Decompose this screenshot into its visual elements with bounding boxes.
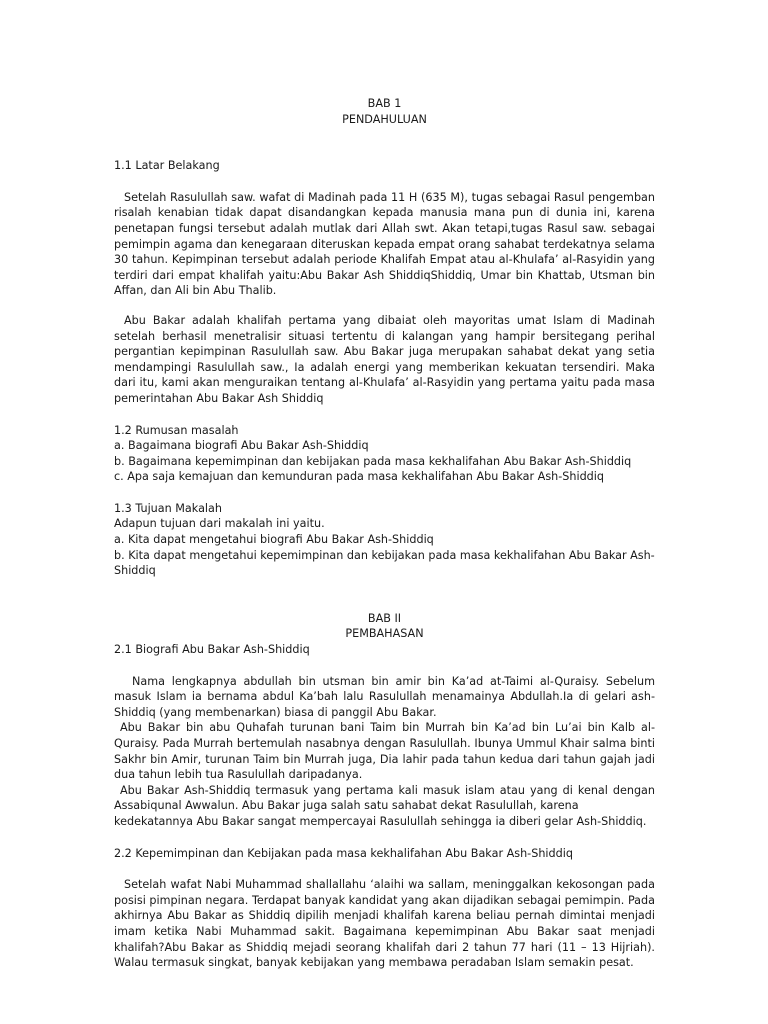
list-item: b. Bagaimana kepemimpinan dan kebijakan pada masa kekhalifahan Abu Bakar Ash-Shiddiq bbox=[114, 454, 632, 468]
section-2-1-heading: 2.1 Biografi Abu Bakar Ash-Shiddiq bbox=[114, 643, 310, 657]
list-item: a. Kita dapat mengetahui biografi Abu Bakar Ash-Shiddiq bbox=[114, 533, 434, 547]
section-1-1-paragraph-2: Abu Bakar adalah khalifah pertama yang dibaiat oleh mayoritas umat Islam di Madinah setelah berhasil menetralisir situasi tertentu di kalangan yang hampir bersitegang perihal pergantian kepimpinan Rasulullah saw. Abu Bakar juga merupakan sahabat dekat yang setia mendampingi Rasulullah saw., Ia adalah energi yang memberikan kekuatan tersendiri. Maka dari itu, kami akan menguraikan tentang al-Khulafa’ al-Rasyidin yang pertama yaitu pada masa pemerintahan Abu Bakar Ash Shiddiq bbox=[114, 313, 655, 405]
list-item: b. Kita dapat mengetahui kepemimpinan dan kebijakan pada masa kekhalifahan Abu Bakar Ash-Shiddiq bbox=[114, 548, 655, 578]
document-body bbox=[114, 96, 655, 971]
section-2-1-paragraph-1: Nama lengkapnya abdullah bin utsman bin amir bin Ka’ad at-Taimi al-Quraisy. Sebelum masuk Islam ia bernama abdul Ka’bah lalu Rasulullah menamainya Abdullah.Ia di gelari ash-Shiddiq (yang membenarkan) biasa di panggil Abu Bakar. bbox=[114, 674, 655, 719]
section-2-2-paragraph-1: Setelah wafat Nabi Muhammad shallallahu ‘alaihi wa sallam, meninggalkan kekosongan pada posisi pimpinan negara. Terdapat banyak kandidat yang akan dijadikan sebagai pemimpin. Pada akhirnya Abu Bakar as Shiddiq dipilih menjadi khalifah karena beliau pernah dimintai menjadi imam ketika Nabi Muhammad sakit. Bagaimana kepemimpinan Abu Bakar saat menjadi khalifah?Abu Bakar as Shiddiq mejadi seorang khalifah dari 2 tahun 77 hari (11 – 13 Hijriah). Walau termasuk singkat, banyak kebijakan yang membawa peradaban Islam semakin pesat. bbox=[114, 878, 655, 970]
section-2-1-paragraph-3-continued: kedekatannya Abu Bakar sangat mempercayai Rasulullah sehingga ia diberi gelar Ash-Shiddiq. bbox=[114, 814, 647, 828]
section-1-1-heading: 1.1 Latar Belakang bbox=[114, 159, 220, 173]
section-1-1-paragraph-1: Setelah Rasulullah saw. wafat di Madinah pada 11 H (635 M), tugas sebagai Rasul pengemban risalah kenabian tidak dapat disandangkan kepada manusia mana pun di dunia ini, karena penetapan fungsi tersebut adalah mutlak dari Allah swt. Akan tetapi,tugas Rasul saw. sebagai pemimpin agama dan kenegaraan diteruskan kepada empat orang sahabat terdekatnya selama 30 tahun. Kepimpinan tersebut adalah periode Khalifah Empat atau al-Khulafa’ al-Rasyidin yang terdiri dari empat khalifah yaitu:Abu Bakar Ash ShiddiqShiddiq, Umar bin Khattab, Utsman bin Affan, dan Ali bin Abu Thalib. bbox=[114, 190, 655, 298]
section-1-3-heading: 1.3 Tujuan Makalah bbox=[114, 501, 222, 515]
section-1-2-heading: 1.2 Rumusan masalah bbox=[114, 423, 239, 437]
bab1-subtitle: PENDAHULUAN bbox=[342, 112, 427, 126]
section-2-2-heading: 2.2 Kepemimpinan dan Kebijakan pada masa kekhalifahan Abu Bakar Ash-Shiddiq bbox=[114, 846, 573, 860]
bab2-title: BAB II bbox=[367, 611, 402, 625]
section-2-1-paragraph-3: Abu Bakar Ash-Shiddiq termasuk yang pertama kali masuk islam atau yang di kenal dengan Assabiqunal Awwalun. Abu Bakar juga salah satu sahabat dekat Rasulullah, karena bbox=[114, 783, 655, 813]
bab1-title: BAB 1 bbox=[367, 97, 402, 110]
list-item: c. Apa saja kemajuan dan kemunduran pada masa kekhalifahan Abu Bakar Ash-Shiddiq bbox=[114, 470, 604, 484]
section-1-3-intro: Adapun tujuan dari makalah ini yaitu. bbox=[114, 517, 325, 531]
section-2-1-paragraph-2: Abu Bakar bin abu Quhafah turunan bani Taim bin Murrah bin Ka’ad bin Lu’ai bin Kalb al-Quraisy. Pada Murrah bertemulah nasabnya dengan Rasulullah. Ibunya Ummul Khair salma binti Sakhr bin Amir, turunan Taim bin Murrah juga, Dia lahir pada tahun kedua dari tahun gajah jadi dua tahun lebih tua Rasulullah daripadanya. bbox=[114, 721, 655, 782]
list-item: a. Bagaimana biografi Abu Bakar Ash-Shiddiq bbox=[114, 439, 369, 453]
bab2-subtitle: PEMBAHASAN bbox=[345, 627, 424, 641]
